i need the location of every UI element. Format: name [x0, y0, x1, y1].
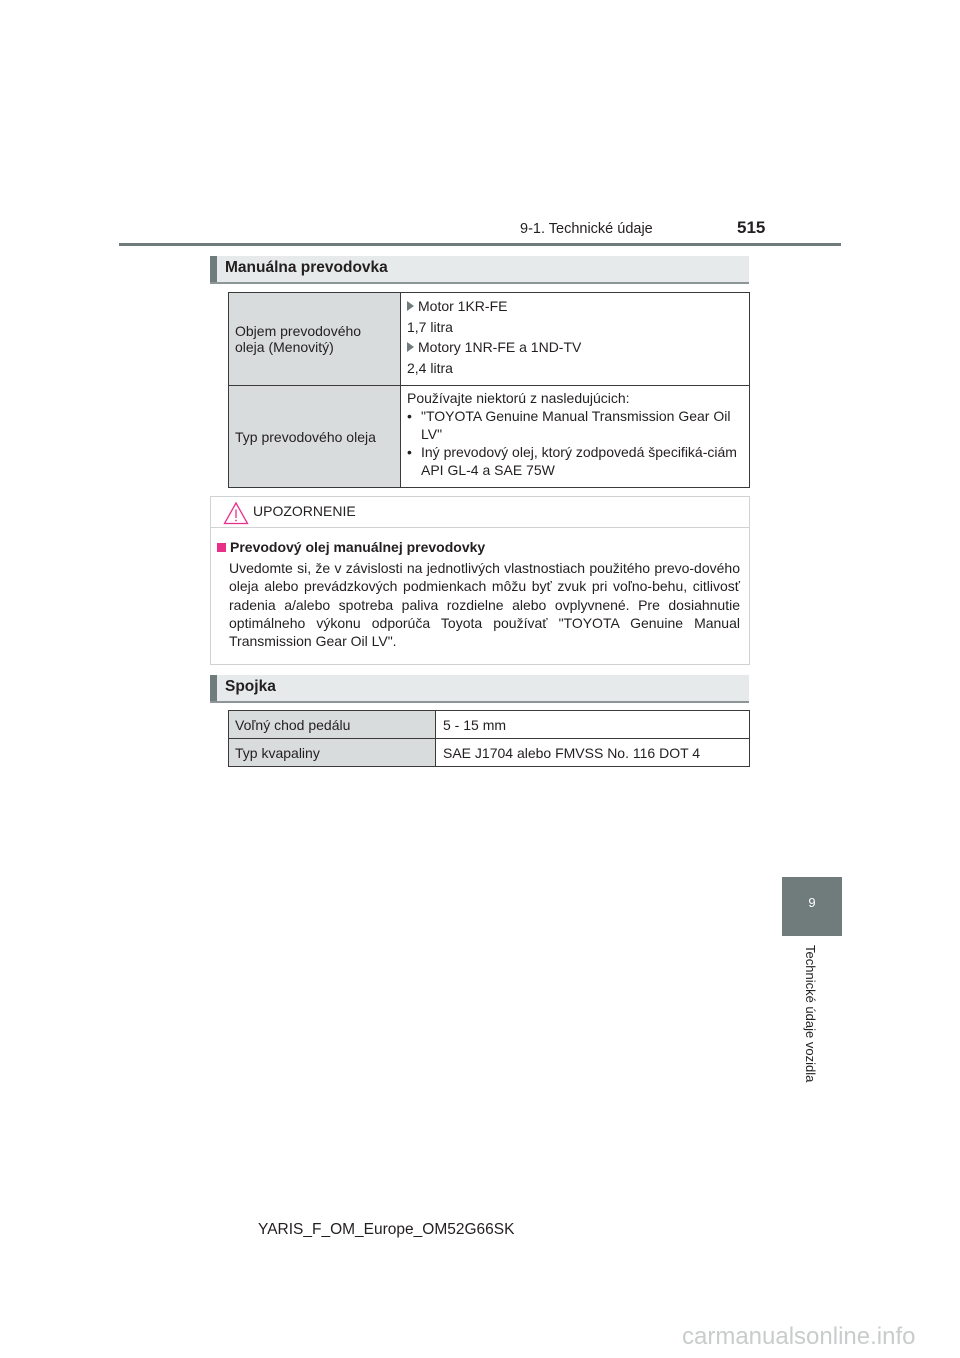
notice-title: UPOZORNENIE — [253, 503, 356, 519]
section-title: Spojka — [225, 678, 276, 695]
arrow-right-icon — [407, 342, 414, 352]
header-rule — [119, 243, 841, 246]
chapter-tab-label: Technické údaje vozidla — [803, 945, 818, 1083]
chapter-number: 9 — [808, 895, 816, 910]
row-value-oil-capacity — [401, 293, 750, 386]
engine-variant-1: Motor 1KR-FE — [407, 297, 742, 316]
square-bullet-icon — [217, 543, 226, 552]
section-heading-clutch — [210, 675, 749, 703]
warning-triangle-icon — [223, 501, 249, 525]
engine-variant-2: Motory 1NR-FE a 1ND-TV — [407, 338, 742, 357]
oil-type-intro: Používajte niektorú z nasledujúcich: — [407, 390, 630, 406]
row-label-oil-capacity: Objem prevodového oleja (Menovitý) — [229, 293, 401, 386]
table-row — [229, 739, 750, 767]
document-code: YARIS_F_OM_Europe_OM52G66SK — [258, 1221, 515, 1238]
notice-header — [211, 497, 749, 528]
notice-subtitle: Prevodový olej manuálnej prevodovky — [217, 539, 485, 555]
row-label-fluid-type: Typ kvapaliny — [229, 739, 436, 767]
section-heading-manual-transmission — [210, 256, 749, 284]
table-row — [229, 711, 750, 739]
clutch-table — [228, 710, 750, 767]
running-header-section: 9-1. Technické údaje — [520, 221, 653, 237]
page-number: 515 — [737, 218, 766, 237]
chapter-tab — [782, 877, 842, 936]
row-value-pedal-play: 5 - 15 mm — [436, 711, 750, 739]
capacity-value-1: 1,7 litra — [407, 318, 453, 335]
manual-transmission-table — [228, 292, 750, 488]
section-title: Manuálna prevodovka — [225, 259, 388, 276]
table-row — [229, 386, 750, 488]
list-item: • "TOYOTA Genuine Manual Transmission Gear Oil LV" — [407, 408, 731, 442]
table-row — [229, 293, 750, 386]
arrow-right-icon — [407, 301, 414, 311]
row-value-fluid-type: SAE J1704 alebo FMVSS No. 116 DOT 4 — [436, 739, 750, 767]
caution-notice — [210, 496, 750, 665]
notice-text: Uvedomte si, že v závislosti na jednotlivých vlastnostiach použitého prevo-dového oleja alebo prevádzkových podmienkach môžu byť zvuk pri voľno-behu, citlivosť radenia a/alebo spotreba paliva rozdielne alebo ovplyvnené. Pre dosiahnutie optimálneho výkonu odporúča Toyota používať "TOYOTA Genuine Manual Transmission Gear Oil LV". — [229, 560, 740, 650]
row-label-pedal-play: Voľný chod pedálu — [229, 711, 436, 739]
capacity-value-2: 2,4 litra — [407, 359, 453, 376]
watermark: carmanualsonline.info — [682, 1323, 916, 1350]
row-label-oil-type: Typ prevodového oleja — [229, 386, 401, 488]
row-value-oil-type — [401, 386, 750, 488]
list-item: • Iný prevodový olej, ktorý zodpovedá špecifiká-ciám API GL-4 a SAE 75W — [407, 444, 737, 478]
